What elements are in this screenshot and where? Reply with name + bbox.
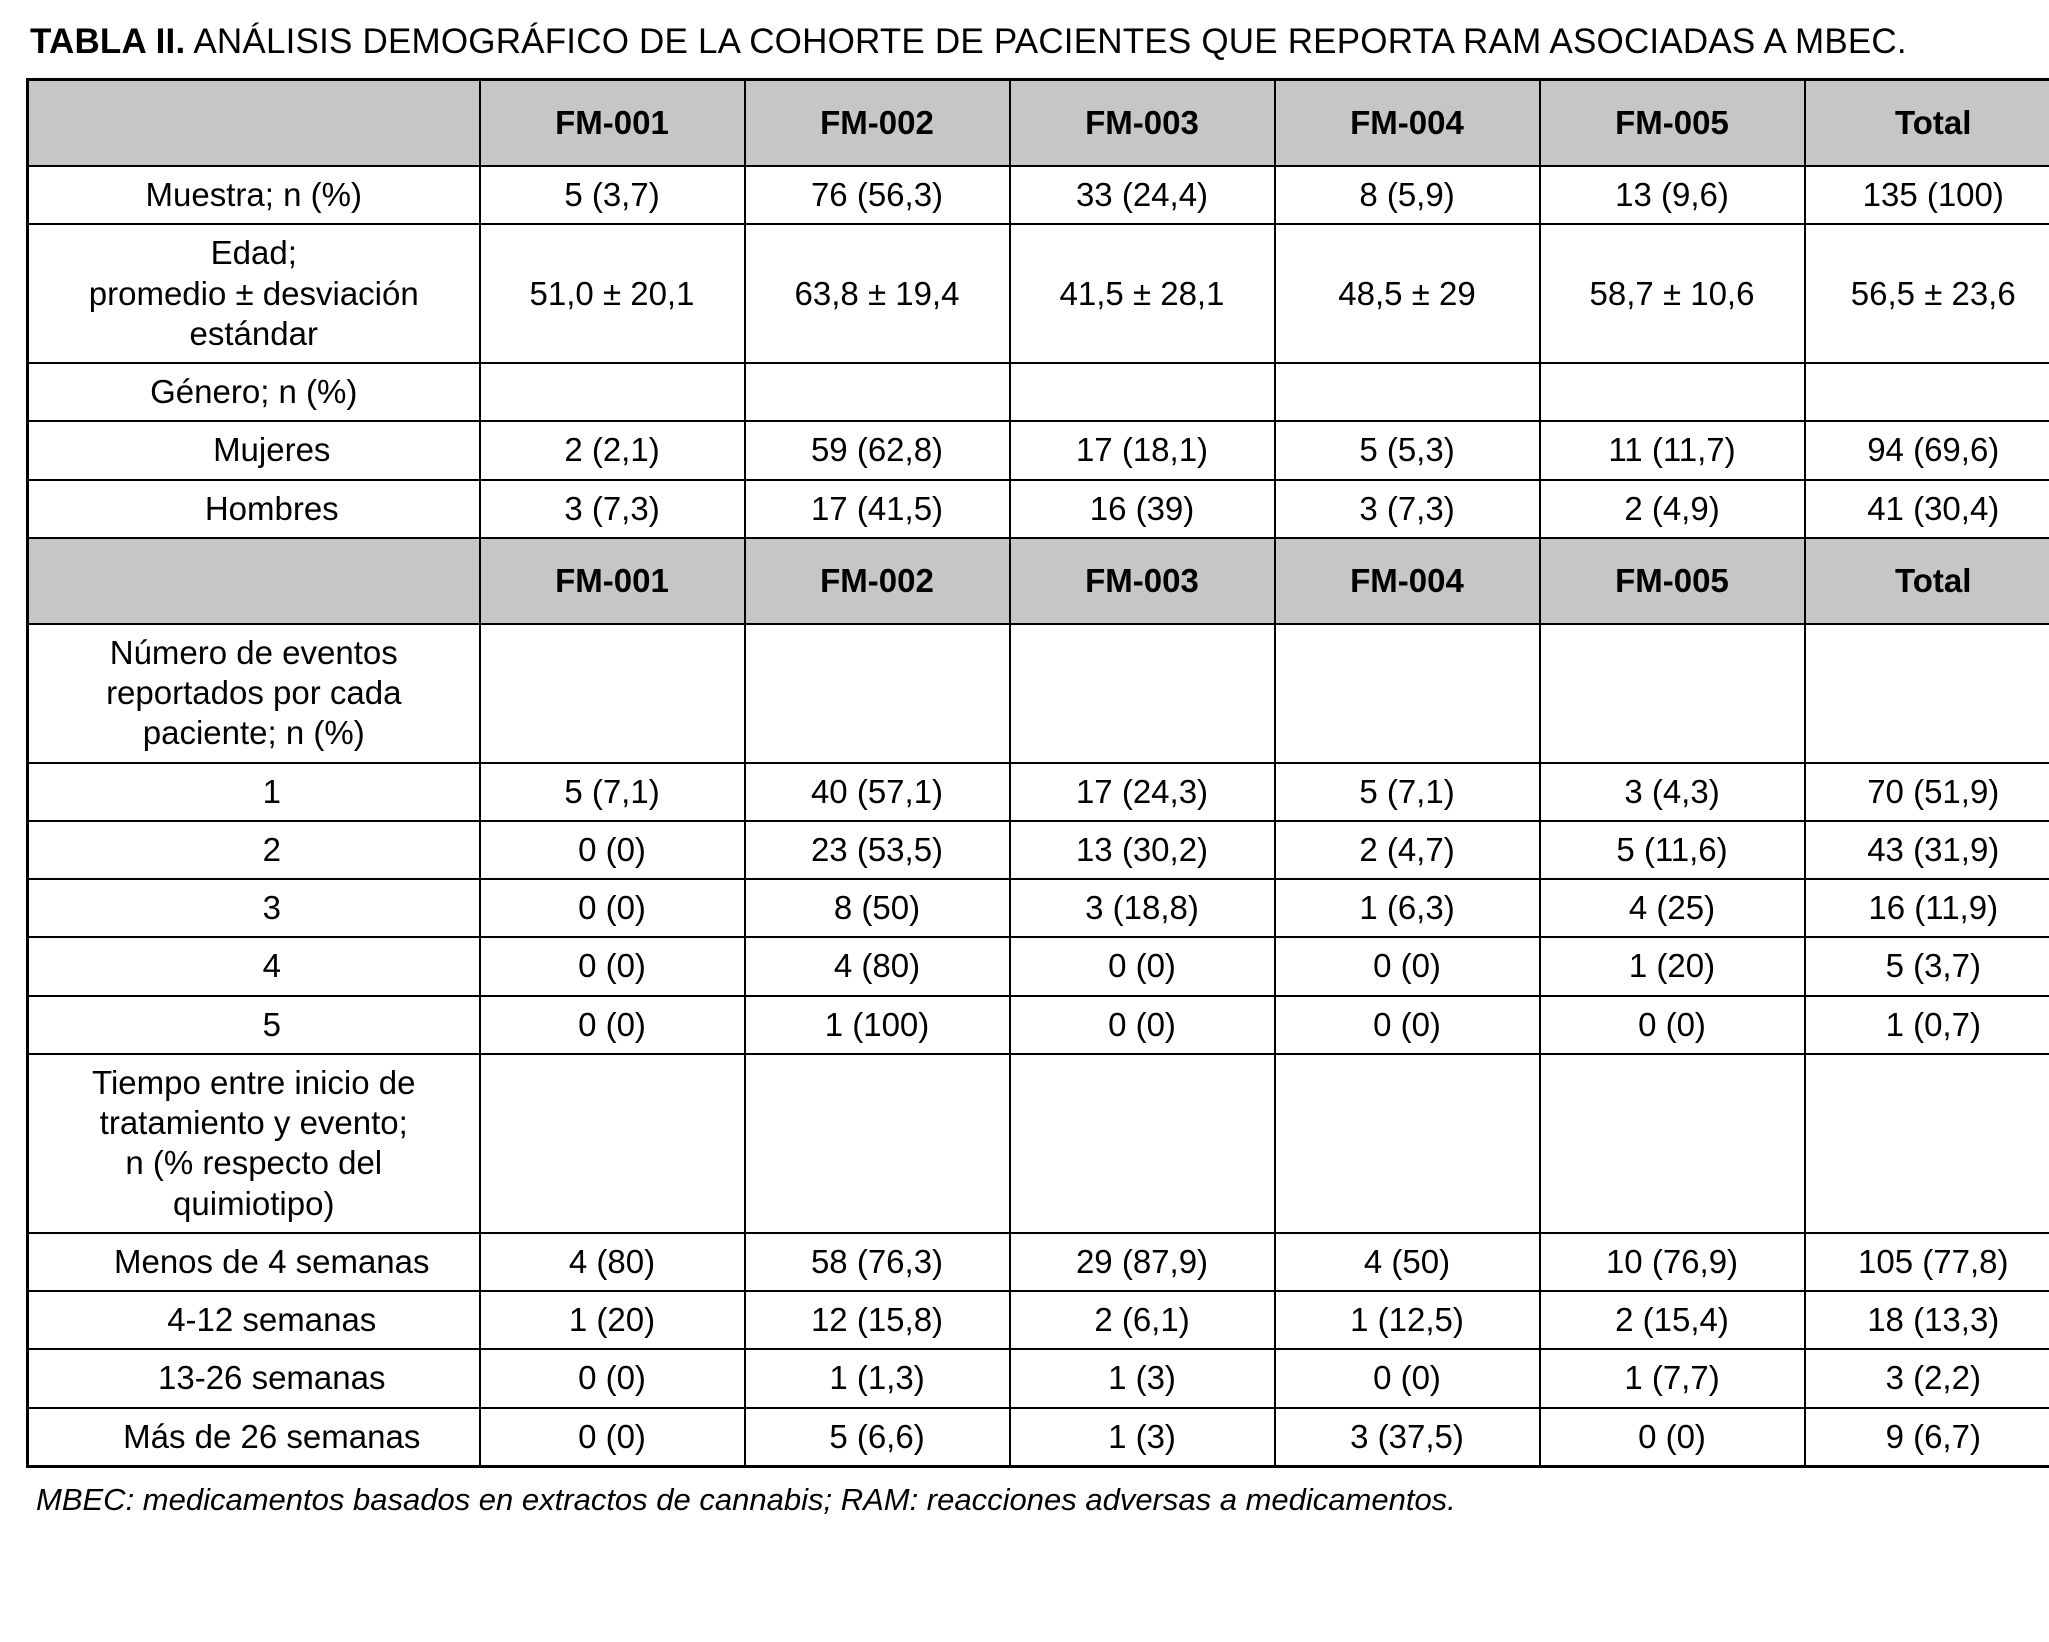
- data-cell: 43 (31,9): [1805, 821, 2049, 879]
- data-cell: 17 (41,5): [745, 480, 1010, 538]
- data-cell: 13 (9,6): [1540, 166, 1805, 224]
- header-corner-cell: [28, 538, 480, 624]
- table-row: [28, 421, 2049, 479]
- data-cell: 1 (100): [745, 996, 1010, 1054]
- empty-cell: [1010, 363, 1275, 421]
- row-label: 5: [28, 996, 480, 1054]
- column-header-cell: FM-005: [1540, 80, 1805, 167]
- row-label: Edad; promedio ± desviación estándar: [28, 224, 480, 363]
- data-cell: 18 (13,3): [1805, 1291, 2049, 1349]
- data-cell: 4 (80): [480, 1233, 745, 1291]
- row-label: Menos de 4 semanas: [28, 1233, 480, 1291]
- data-cell: 1 (3): [1010, 1408, 1275, 1467]
- data-cell: 3 (4,3): [1540, 763, 1805, 821]
- data-cell: 9 (6,7): [1805, 1408, 2049, 1467]
- data-cell: 48,5 ± 29: [1275, 224, 1540, 363]
- table-row: [28, 1054, 2049, 1233]
- column-header-cell: FM-001: [480, 538, 745, 624]
- data-cell: 135 (100): [1805, 166, 2049, 224]
- data-cell: 8 (50): [745, 879, 1010, 937]
- data-cell: 8 (5,9): [1275, 166, 1540, 224]
- table-caption: [30, 22, 2023, 62]
- data-cell: 3 (18,8): [1010, 879, 1275, 937]
- data-cell: 76 (56,3): [745, 166, 1010, 224]
- data-cell: 5 (3,7): [1805, 937, 2049, 995]
- data-cell: 59 (62,8): [745, 421, 1010, 479]
- data-cell: 1 (7,7): [1540, 1349, 1805, 1407]
- row-label: 2: [28, 821, 480, 879]
- data-cell: 1 (6,3): [1275, 879, 1540, 937]
- column-header-cell: FM-005: [1540, 538, 1805, 624]
- table-row: [28, 1408, 2049, 1467]
- data-cell: 1 (1,3): [745, 1349, 1010, 1407]
- empty-cell: [1805, 1054, 2049, 1233]
- empty-cell: [745, 1054, 1010, 1233]
- empty-cell: [1275, 624, 1540, 763]
- column-header-cell: Total: [1805, 538, 2049, 624]
- data-cell: 10 (76,9): [1540, 1233, 1805, 1291]
- empty-cell: [480, 624, 745, 763]
- data-cell: 13 (30,2): [1010, 821, 1275, 879]
- empty-cell: [1805, 363, 2049, 421]
- column-header-cell: FM-002: [745, 80, 1010, 167]
- data-cell: 29 (87,9): [1010, 1233, 1275, 1291]
- data-cell: 0 (0): [480, 821, 745, 879]
- row-label: Muestra; n (%): [28, 166, 480, 224]
- demographic-table: [26, 78, 2049, 1468]
- data-cell: 0 (0): [1275, 1349, 1540, 1407]
- table-row: [28, 763, 2049, 821]
- data-cell: 1 (20): [1540, 937, 1805, 995]
- row-label: Hombres: [28, 480, 480, 538]
- data-cell: 4 (80): [745, 937, 1010, 995]
- column-header-cell: FM-001: [480, 80, 745, 167]
- data-cell: 33 (24,4): [1010, 166, 1275, 224]
- empty-cell: [745, 363, 1010, 421]
- data-cell: 94 (69,6): [1805, 421, 2049, 479]
- data-cell: 5 (7,1): [1275, 763, 1540, 821]
- data-cell: 0 (0): [480, 996, 745, 1054]
- data-cell: 1 (0,7): [1805, 996, 2049, 1054]
- column-header-cell: FM-004: [1275, 80, 1540, 167]
- data-cell: 1 (3): [1010, 1349, 1275, 1407]
- table-row: [28, 879, 2049, 937]
- table-row: [28, 224, 2049, 363]
- data-cell: 0 (0): [1010, 996, 1275, 1054]
- data-cell: 2 (2,1): [480, 421, 745, 479]
- data-cell: 16 (11,9): [1805, 879, 2049, 937]
- row-label: 13-26 semanas: [28, 1349, 480, 1407]
- empty-cell: [480, 363, 745, 421]
- empty-cell: [1275, 363, 1540, 421]
- data-cell: 1 (20): [480, 1291, 745, 1349]
- table-row: [28, 1349, 2049, 1407]
- row-label: 3: [28, 879, 480, 937]
- table-row: [28, 937, 2049, 995]
- data-cell: 0 (0): [480, 879, 745, 937]
- column-header-cell: FM-003: [1010, 538, 1275, 624]
- data-cell: 3 (7,3): [480, 480, 745, 538]
- row-label: 1: [28, 763, 480, 821]
- data-cell: 63,8 ± 19,4: [745, 224, 1010, 363]
- table-row: [28, 1233, 2049, 1291]
- data-cell: 0 (0): [480, 937, 745, 995]
- data-cell: 5 (3,7): [480, 166, 745, 224]
- data-cell: 41,5 ± 28,1: [1010, 224, 1275, 363]
- data-cell: 4 (25): [1540, 879, 1805, 937]
- table-header-row-1: [28, 80, 2049, 167]
- table-row: [28, 624, 2049, 763]
- data-cell: 23 (53,5): [745, 821, 1010, 879]
- empty-cell: [1010, 624, 1275, 763]
- table-caption-number: TABLA II.: [30, 22, 186, 61]
- data-cell: 2 (4,7): [1275, 821, 1540, 879]
- table-header-row-2: [28, 538, 2049, 624]
- data-cell: 0 (0): [1275, 996, 1540, 1054]
- data-cell: 0 (0): [480, 1349, 745, 1407]
- table-row: [28, 821, 2049, 879]
- row-label: 4-12 semanas: [28, 1291, 480, 1349]
- data-cell: 3 (37,5): [1275, 1408, 1540, 1467]
- data-cell: 51,0 ± 20,1: [480, 224, 745, 363]
- column-header-cell: FM-002: [745, 538, 1010, 624]
- empty-cell: [1540, 363, 1805, 421]
- data-cell: 12 (15,8): [745, 1291, 1010, 1349]
- data-cell: 5 (11,6): [1540, 821, 1805, 879]
- data-cell: 0 (0): [1540, 996, 1805, 1054]
- data-cell: 70 (51,9): [1805, 763, 2049, 821]
- row-label: Más de 26 semanas: [28, 1408, 480, 1467]
- data-cell: 2 (6,1): [1010, 1291, 1275, 1349]
- data-cell: 105 (77,8): [1805, 1233, 2049, 1291]
- data-cell: 40 (57,1): [745, 763, 1010, 821]
- data-cell: 56,5 ± 23,6: [1805, 224, 2049, 363]
- data-cell: 5 (7,1): [480, 763, 745, 821]
- empty-cell: [480, 1054, 745, 1233]
- data-cell: 5 (6,6): [745, 1408, 1010, 1467]
- empty-cell: [1540, 1054, 1805, 1233]
- table-footnote: MBEC: medicamentos basados en extractos de cannabis; RAM: reacciones adversas a medicamentos.: [36, 1481, 1456, 1517]
- data-cell: 5 (5,3): [1275, 421, 1540, 479]
- column-header-cell: FM-003: [1010, 80, 1275, 167]
- data-cell: 0 (0): [1540, 1408, 1805, 1467]
- data-cell: 0 (0): [480, 1408, 745, 1467]
- table-row: [28, 1291, 2049, 1349]
- data-cell: 0 (0): [1010, 937, 1275, 995]
- row-label: Género; n (%): [28, 363, 480, 421]
- data-cell: 41 (30,4): [1805, 480, 2049, 538]
- row-label: Número de eventos reportados por cada paciente; n (%): [28, 624, 480, 763]
- data-cell: 1 (12,5): [1275, 1291, 1540, 1349]
- data-cell: 4 (50): [1275, 1233, 1540, 1291]
- row-label: Tiempo entre inicio de tratamiento y evento; n (% respecto del quimiotipo): [28, 1054, 480, 1233]
- empty-cell: [1805, 624, 2049, 763]
- column-header-cell: FM-004: [1275, 538, 1540, 624]
- data-cell: 3 (2,2): [1805, 1349, 2049, 1407]
- table-row: [28, 166, 2049, 224]
- empty-cell: [1275, 1054, 1540, 1233]
- data-cell: 58 (76,3): [745, 1233, 1010, 1291]
- data-cell: 58,7 ± 10,6: [1540, 224, 1805, 363]
- row-label: 4: [28, 937, 480, 995]
- table-row: [28, 996, 2049, 1054]
- data-cell: 17 (18,1): [1010, 421, 1275, 479]
- header-corner-cell: [28, 80, 480, 167]
- data-cell: 0 (0): [1275, 937, 1540, 995]
- row-label: Mujeres: [28, 421, 480, 479]
- data-cell: 2 (4,9): [1540, 480, 1805, 538]
- data-cell: 2 (15,4): [1540, 1291, 1805, 1349]
- empty-cell: [745, 624, 1010, 763]
- column-header-cell: Total: [1805, 80, 2049, 167]
- table-row: [28, 480, 2049, 538]
- table-caption-text: ANÁLISIS DEMOGRÁFICO DE LA COHORTE DE PACIENTES QUE REPORTA RAM ASOCIADAS A MBEC.: [185, 22, 1907, 61]
- data-cell: 11 (11,7): [1540, 421, 1805, 479]
- empty-cell: [1010, 1054, 1275, 1233]
- table-body: [28, 80, 2049, 1467]
- empty-cell: [1540, 624, 1805, 763]
- data-cell: 3 (7,3): [1275, 480, 1540, 538]
- table-row: [28, 363, 2049, 421]
- data-cell: 17 (24,3): [1010, 763, 1275, 821]
- data-cell: 16 (39): [1010, 480, 1275, 538]
